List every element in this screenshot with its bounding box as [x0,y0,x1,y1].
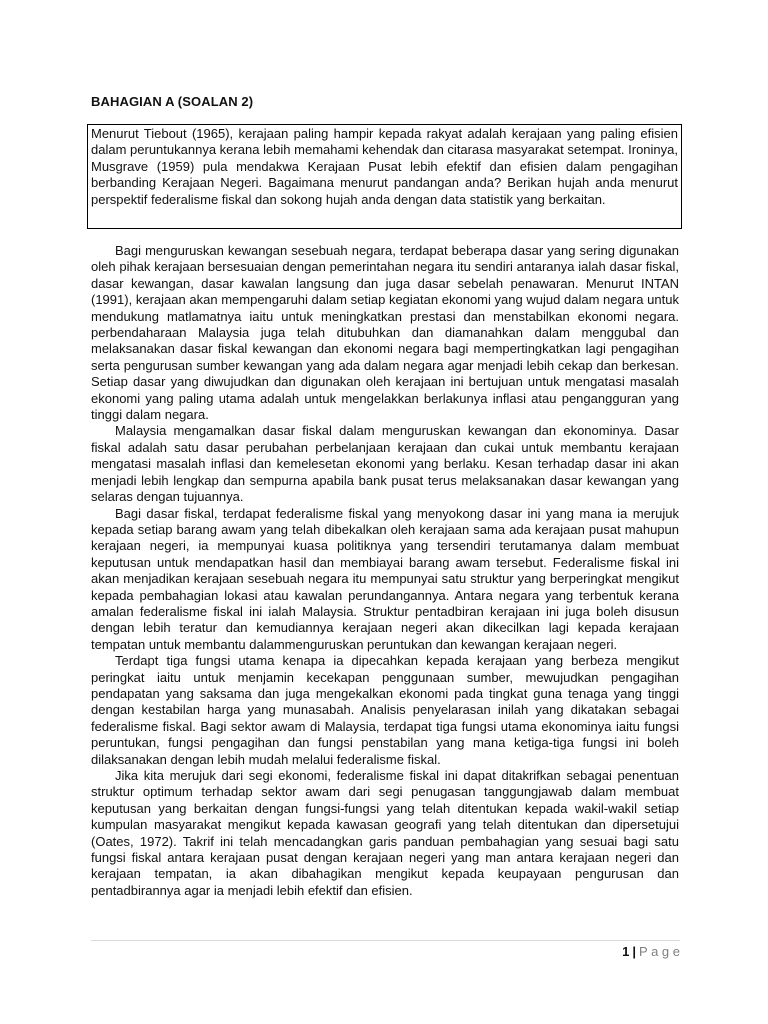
essay-paragraph: Jika kita merujuk dari segi ekonomi, federalisme fiskal ini dapat ditakrifkan sebagai penentuan struktur optimum terhadap sektor awam dari segi penugasan tanggungjawab dalam membuat keputusan yang berkaitan dengan fungsi-fungsi yang telah ditentukan kepada wakil-wakil setiap kumpulan masyarakat mengikut kepada kawasan geografi yang telah ditentukan dan dipersetujui (Oates, 1972). Takrif ini telah mencadangkan garis panduan pembahagian yang sesuai bagi satu fungsi fiskal antara kerajaan pusat dengan kerajaan negeri yang man antara kerajaan negeri dan kerajaan tempatan, ia akan dibahagikan mengikut kepada keupayaan pengurusan dan pentadbirannya agar ia menjadi lebih efektif dan efisien. [91,768,679,898]
essay-paragraph: Terdapt tiga fungsi utama kenapa ia dipecahkan kepada kerajaan yang berbeza mengikut peringkat iaitu untuk menjamin kecekapan penggunaan sumber, mewujudkan pengagihan pendapatan yang saksama dan juga mengekalkan ekonomi pada tingkat guna tenaga yang tinggi dengan kestabilan harga yang munasabah. Analisis penyelarasan inilah yang dikatakan sebagai federalisme fiskal. Bagi sektor awam di Malaysia, terdapat tiga fungsi utama ekonominya iaitu fungsi peruntukan, fungsi pengagihan dan fungsi penstabilan yang mana ketiga-tiga fungsi ini boleh dilaksanakan dengan lebih mudah melalui federalisme fiskal. [91,653,679,767]
essay-paragraph: Malaysia mengamalkan dasar fiskal dalam menguruskan kewangan dan ekonominya. Dasar fiskal adalah satu dasar perubahan perbelanjaan kerajaan dan cukai untuk membantu kerajaan mengatasi masalah inflasi dan kemelesetan ekonomi yang berlaku. Kesan terhadap dasar ini akan menjadi lebih lengkap dan sempurna apabila bank pusat terus melaksanakan dasar kewangan yang selaras dengan tujuannya. [91,423,679,505]
question-text: Menurut Tiebout (1965), kerajaan paling hampir kepada rakyat adalah kerajaan yang paling efisien dalam peruntukannya kerana lebih memahami kehendak dan citarasa masyarakat setempat. Ironinya, Musgrave (1959) pula mendakwa Kerajaan Pusat lebih efektif dan efisien dalam pengagihan berbanding Kerajaan Negeri. Bagaimana menurut pandangan anda? Berikan hujah anda menurut perspektif federalisme fiskal dan sokong hujah anda dengan data statistik yang berkaitan. [91,126,678,207]
essay-paragraph: Bagi dasar fiskal, terdapat federalisme fiskal yang menyokong dasar ini yang mana ia merujuk kepada setiap barang awam yang telah dibekalkan oleh kerajaan sama ada kerajaan pusat mahupun kerajaan negeri, ia mempunyai kuasa politiknya yang tersendiri terutamanya dalam membuat keputusan untuk mendapatkan hasil dan membiayai barang awam tersebut. Federalisme fiskal ini akan menjadikan kerajaan sesebuah negara itu mempunyai satu struktur yang berperingkat mengikut kepada pembahagian lokasi atau kawalan perundangannya. Antara negara yang terbentuk kerana amalan federalisme fiskal ini ialah Malaysia. Struktur pentadbiran kerajaan ini juga boleh disusun dengan lebih teratur dan kemudiannya kerajaan negeri akan dikecilkan lagi kepada kerajaan tempatan untuk membantu dalammenguruskan peruntukan dan kewangan kerajaan negeri. [91,505,679,652]
page-footer [622,944,680,960]
section-heading: BAHAGIAN A (SOALAN 2) [91,94,254,109]
page-label: P a g e [639,944,680,959]
essay-body [91,243,679,899]
essay-paragraph: Bagi menguruskan kewangan sesebuah negara, terdapat beberapa dasar yang sering digunakan oleh pihak kerajaan bersesuaian dengan pemerintahan negara itu sendiri antaranya ialah dasar fiskal, dasar kewangan, dasar kawalan langsung dan juga dasar sebelah penawaran. Menurut INTAN (1991), kerajaan akan mempengaruhi dalam setiap kegiatan ekonomi yang wujud dalam negara untuk mendukung matlamatnya iaitu untuk meningkatkan prestasi dan menstabilkan ekonomi negara. perbendaharaan Malaysia juga telah ditubuhkan dan diamanahkan dalam menggubal dan melaksanakan dasar fiskal kewangan dan ekonomi negara bagi mempertingkatkan lagi pengagihan serta pengurusan sumber kewangan yang ada dalam negara agar menjadi lebih cekap dan berkesan. Setiap dasar yang diwujudkan dan digunakan oleh kerajaan ini bertujuan untuk mengatasi masalah ekonomi yang paling utama adalah untuk mengelakkan berlakunya inflasi atau pengangguran yang tinggi dalam negara. [91,243,679,423]
question-box [87,124,682,229]
page-separator: | [632,944,637,959]
page-number: 1 [622,944,630,959]
footer-divider [91,940,680,941]
